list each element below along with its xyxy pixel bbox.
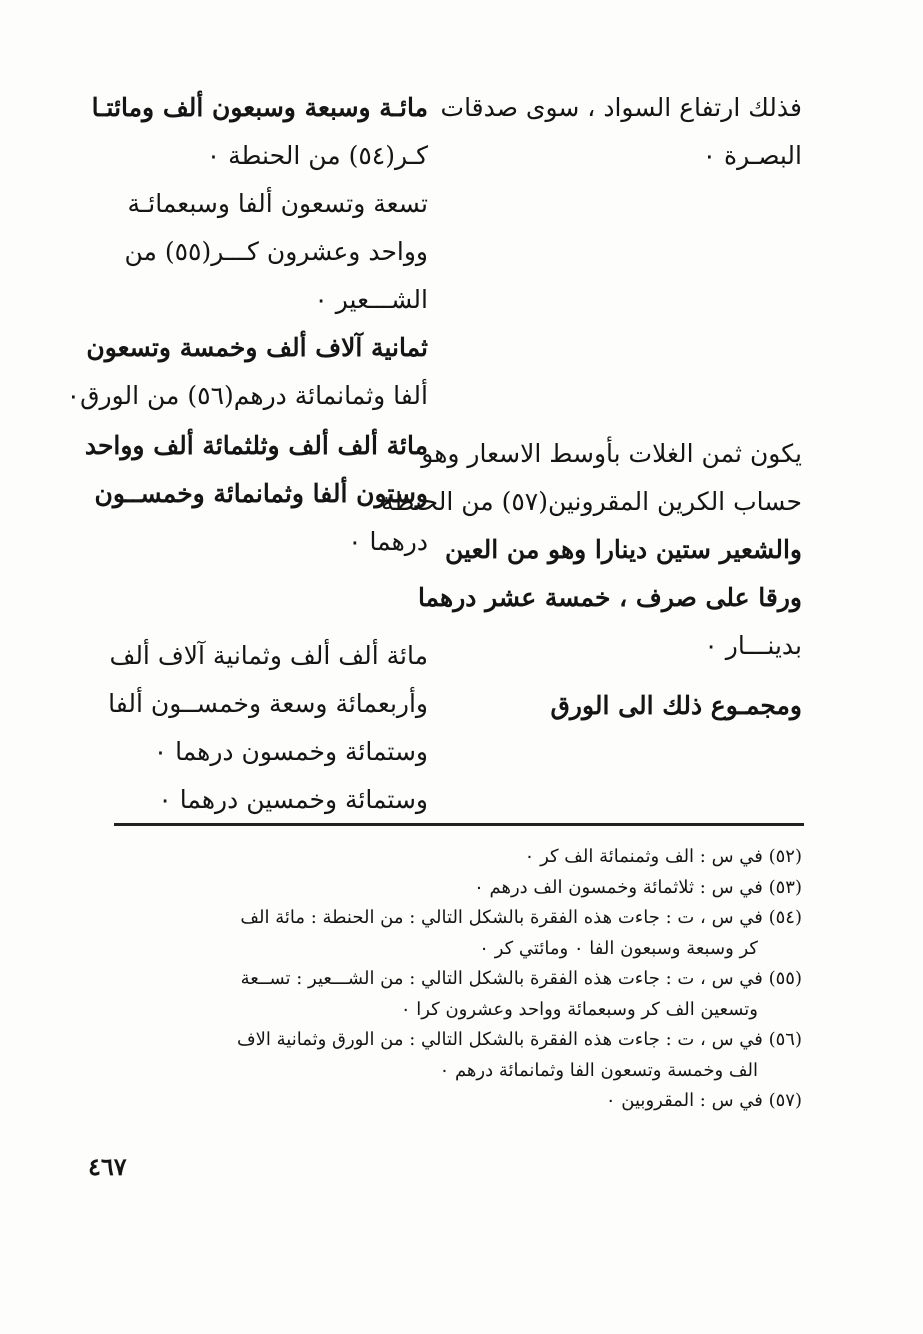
right-column-block-3: [450, 682, 802, 730]
footnote-56: (٥٦) في س ، ت : جاءت هذه الفقرة بالشكل التالي : من الورق وثمانية الاف: [236, 1029, 802, 1050]
footnote-55-continued: وتسعين الف كر وسبعمائة وواحد وعشرون كرا ٠: [400, 998, 758, 1020]
text-line: وستمائة وخمسون درهما ٠: [153, 737, 428, 766]
text-line: البصـرة ٠: [702, 141, 802, 170]
text-line: ثمانية آلاف ألف وخمسة وتسعون: [86, 333, 428, 362]
text-line: وواحد وعشرون كـــر(٥٥) من: [124, 237, 428, 266]
text-line: بدينـــار ٠: [704, 631, 802, 660]
text-line: مائـة وسبعة وسبعون ألف ومائتـا: [91, 93, 428, 122]
text-line: الشـــعير ٠: [314, 285, 428, 314]
text-line: ألفا وثمانمائة درهم(٥٦) من الورق٠: [66, 381, 428, 410]
right-column-block-1: [440, 84, 802, 180]
page-number: ٤٦٧: [88, 1152, 127, 1181]
footnote-56-continued: الف وخمسة وتسعون الفا وثمانمائة درهم ٠: [439, 1059, 758, 1081]
footnote-53: (٥٣) في س : ثلاثمائة وخمسون الف درهم ٠: [474, 876, 802, 898]
footnote-57: (٥٧) في س : المقروبين ٠: [605, 1090, 802, 1111]
footnotes: [96, 842, 802, 1117]
footnote-54-continued: كر وسبعة وسبعون الفا ٠ ومائتي كر ٠: [479, 937, 758, 959]
left-column-block-3: [86, 632, 428, 824]
text-line: والشعير ستين دينارا وهو من العين: [445, 535, 802, 564]
text-line: درهما ٠: [348, 527, 428, 556]
text-line: مائة ألف ألف وثلثمائة ألف وواحد: [84, 431, 428, 460]
left-column-block-1: [66, 84, 428, 420]
text-line: وستمائة وخمسين درهما ٠: [158, 785, 428, 814]
footnote-divider: [114, 823, 804, 826]
text-line: ورقا على صرف ، خمسة عشر درهما: [417, 583, 802, 612]
text-line: مائة ألف ألف وثمانية آلاف ألف: [109, 641, 428, 670]
left-column-block-2: [86, 422, 428, 566]
text-line: وستون ألفا وثمانمائة وخمســون: [94, 479, 428, 508]
text-line: تسعة وتسعون ألفا وسبعمائـة: [127, 189, 428, 218]
text-line: فذلك ارتفاع السواد ، سوى صدقات: [440, 93, 802, 122]
text-line: حساب الكرين المقرونين(٥٧) من الحنطة: [381, 487, 802, 516]
text-line: وأربعمائة وسعة وخمســون ألفا: [108, 689, 428, 718]
footnote-54: (٥٤) في س ، ت : جاءت هذه الفقرة بالشكل التالي : من الحنطة : مائة الف: [240, 907, 802, 928]
text-line: يكون ثمن الغلات بأوسط الاسعار وهو: [421, 439, 802, 468]
footnote-55: (٥٥) في س ، ت : جاءت هذه الفقرة بالشكل التالي : من الشـــعير : تســعة: [240, 968, 802, 989]
text-line: كـر(٥٤) من الحنطة ٠: [206, 141, 428, 170]
text-line: ومجمـوع ذلك الى الورق: [550, 691, 802, 720]
footnote-52: (٥٢) في س : الف وثمنمائة الف كر ٠: [524, 846, 802, 867]
